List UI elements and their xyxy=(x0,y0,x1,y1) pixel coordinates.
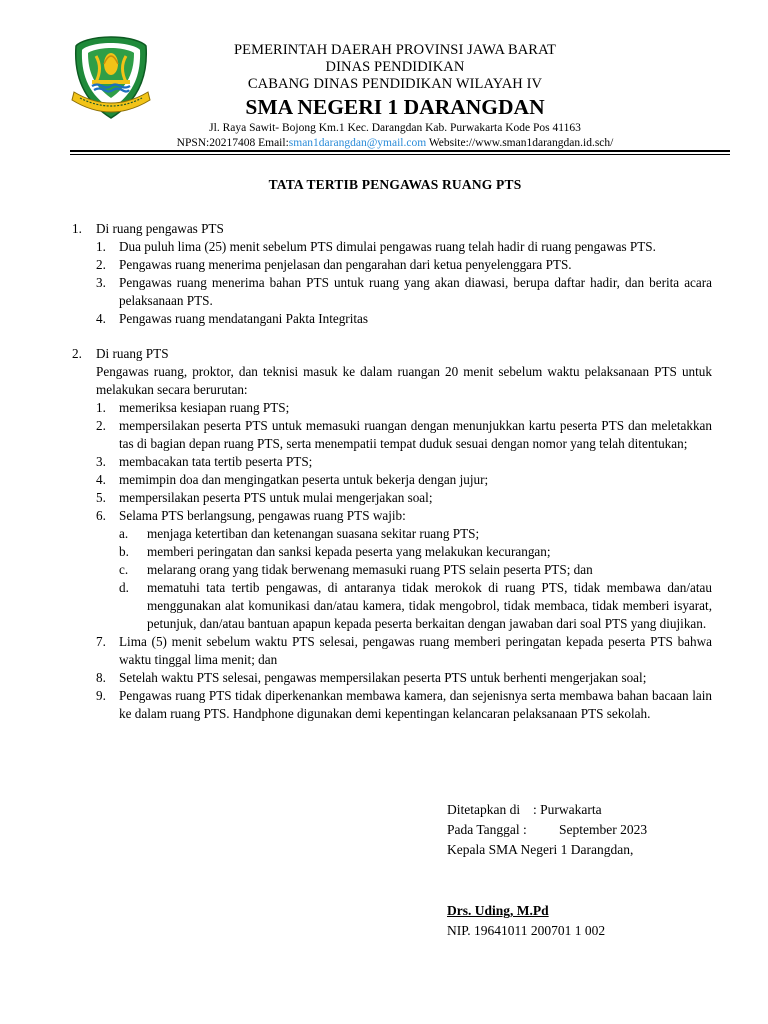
list-item xyxy=(72,417,712,453)
website-text: Website://www.sman1darangdan.id.sch/ xyxy=(426,137,614,149)
list-item-number: 1. xyxy=(96,239,106,254)
email-link[interactable]: sman1darangdan@ymail.com xyxy=(288,137,427,149)
list-item xyxy=(72,507,712,525)
section-2-list xyxy=(72,399,712,723)
school-name: SMA NEGERI 1 DARANGDAN xyxy=(245,95,545,119)
sublist-item xyxy=(119,561,712,579)
place-line xyxy=(447,800,647,820)
list-item xyxy=(72,687,712,723)
list-item-text: Lima (5) menit sebelum waktu PTS selesai, pengawas ruang memberi peringatan kepada peserta PTS bahwa waktu tinggal lima menit; dan xyxy=(119,634,712,667)
section-number: 1. xyxy=(72,221,82,236)
list-item-text: memimpin doa dan mengingatkan peserta untuk bekerja dengan jujur; xyxy=(119,472,489,487)
list-item-number: 3. xyxy=(96,275,106,290)
signatory-name: Drs. Uding, M.Pd xyxy=(447,903,549,918)
section-heading: Di ruang pengawas PTS xyxy=(96,221,224,236)
list-item-number: 2. xyxy=(96,257,106,272)
list-item-number: 2. xyxy=(96,418,106,433)
list-item-text: Setelah waktu PTS selesai, pengawas mempersilakan peserta PTS untuk berhenti mengerjakan soal; xyxy=(119,670,647,685)
list-item-text: mempersilakan peserta PTS untuk memasuki ruangan dengan menunjukkan kartu peserta PTS dan meletakkan tas di bagian depan ruang PTS, serta menempatii tempat duduk sesuai dengan nomor yang telah ditentukan; xyxy=(119,418,712,451)
list-item xyxy=(96,310,712,328)
sublist-item-text: memberi peringatan dan sanksi kepada peserta yang melakukan kecurangan; xyxy=(147,544,551,559)
school-contact xyxy=(150,136,640,151)
list-item-text: Pengawas ruang menerima bahan PTS untuk ruang yang akan diawasi, berupa daftar hadir, dan berita acara pelaksanaan PTS. xyxy=(119,275,712,308)
spacer xyxy=(72,328,712,345)
section-1-list xyxy=(96,238,712,328)
list-item xyxy=(72,399,712,417)
sublist-item-letter: d. xyxy=(119,580,129,595)
province-emblem-logo xyxy=(70,34,152,122)
section-2 xyxy=(72,345,712,363)
place-value: : Purwakarta xyxy=(533,802,602,817)
date-value: September 2023 xyxy=(559,822,648,837)
letterhead-department: DINAS PENDIDIKAN xyxy=(325,59,465,75)
sublist-item xyxy=(119,525,712,543)
list-item-number: 7. xyxy=(96,634,106,649)
list-item xyxy=(72,471,712,489)
list-item-text: Dua puluh lima (25) menit sebelum PTS dimulai pengawas ruang telah hadir di ruang pengawas PTS. xyxy=(119,239,656,254)
list-item-text: Pengawas ruang PTS tidak diperkenankan membawa kamera, dan sejenisnya serta membawa bahan bacaan lain ke dalam ruang PTS. Handphone digunakan demi kepentingan kelancaran pelaksanaan PTS sekolah. xyxy=(119,688,712,721)
date-label: Pada Tanggal : xyxy=(447,822,527,837)
section-number: 2. xyxy=(72,346,82,361)
list-item-number: 1. xyxy=(96,400,106,415)
list-item-number: 4. xyxy=(96,472,106,487)
sublist-item xyxy=(119,579,712,633)
list-item-text: memeriksa kesiapan ruang PTS; xyxy=(119,400,290,415)
list-item-number: 6. xyxy=(96,508,106,523)
sublist-item-text: menjaga ketertiban dan ketenangan suasana sekitar ruang PTS; xyxy=(147,526,480,541)
section-heading: Di ruang PTS xyxy=(96,346,169,361)
letterhead-rule-thick xyxy=(70,150,730,152)
sublist-item-letter: c. xyxy=(119,562,129,577)
signature-block xyxy=(447,800,647,941)
list-item xyxy=(96,256,712,274)
sublist-item-letter: b. xyxy=(119,544,129,559)
list-item-number: 5. xyxy=(96,490,106,505)
signatory-position: Kepala SMA Negeri 1 Darangdan, xyxy=(447,842,634,857)
duty-sublist xyxy=(119,525,712,633)
sublist-item-letter: a. xyxy=(119,526,129,541)
letterhead-government: PEMERINTAH DAERAH PROVINSI JAWA BARAT xyxy=(233,42,556,58)
document-title: TATA TERTIB PENGAWAS RUANG PTS xyxy=(268,177,522,192)
list-item-text: Pengawas ruang mendatangani Pakta Integritas xyxy=(119,311,369,326)
section-1 xyxy=(72,220,712,238)
place-label: Ditetapkan di xyxy=(447,802,521,817)
list-item-text: mempersilakan peserta PTS untuk mulai mengerjakan soal; xyxy=(119,490,433,505)
list-item xyxy=(72,633,712,669)
sublist-item-text: mematuhi tata tertib pengawas, di antaranya tidak merokok di ruang PTS, tidak membawa dan/atau menggunakan alat komunikasi dan/atau kamera, tidak mengobrol, tidak membaca, tidak memberi isyarat, petunjuk, dan/atau bantuan apapun kepada peserta berkaitan dengan jawaban dari soal PTS yang diujikan. xyxy=(147,580,712,631)
school-address: Jl. Raya Sawit- Bojong Km.1 Kec. Darangdan Kab. Purwakarta Kode Pos 41163 xyxy=(209,122,581,134)
list-item-number: 3. xyxy=(96,454,106,469)
list-item xyxy=(72,453,712,471)
letterhead-branch: CABANG DINAS PENDIDIKAN WILAYAH IV xyxy=(247,76,543,92)
signatory-nip: NIP. 19641011 200701 1 002 xyxy=(447,923,606,938)
sublist-item xyxy=(119,543,712,561)
list-item xyxy=(96,274,712,310)
letterhead xyxy=(150,42,640,151)
list-item-number: 8. xyxy=(96,670,106,685)
list-item xyxy=(72,489,712,507)
list-item xyxy=(96,238,712,256)
section-2-intro: Pengawas ruang, proktor, dan teknisi masuk ke dalam ruangan 20 menit sebelum waktu pelaksanaan PTS untuk melakukan secara berurutan: xyxy=(96,364,712,397)
letterhead-rule-thin xyxy=(70,154,730,155)
document-body xyxy=(72,220,712,723)
list-item-number: 9. xyxy=(96,688,106,703)
list-item xyxy=(72,669,712,687)
sublist-item-text: melarang orang yang tidak berwenang memasuki ruang PTS selain peserta PTS; dan xyxy=(147,562,593,577)
list-item-number: 4. xyxy=(96,311,106,326)
list-item-text: membacakan tata tertib peserta PTS; xyxy=(119,454,313,469)
date-line xyxy=(447,820,647,840)
list-item-text: Pengawas ruang menerima penjelasan dan pengarahan dari ketua penyelenggara PTS. xyxy=(119,257,572,272)
list-item-text: Selama PTS berlangsung, pengawas ruang PTS wajib: xyxy=(119,508,406,523)
npsn-label: NPSN:20217408 Email: xyxy=(176,137,289,149)
